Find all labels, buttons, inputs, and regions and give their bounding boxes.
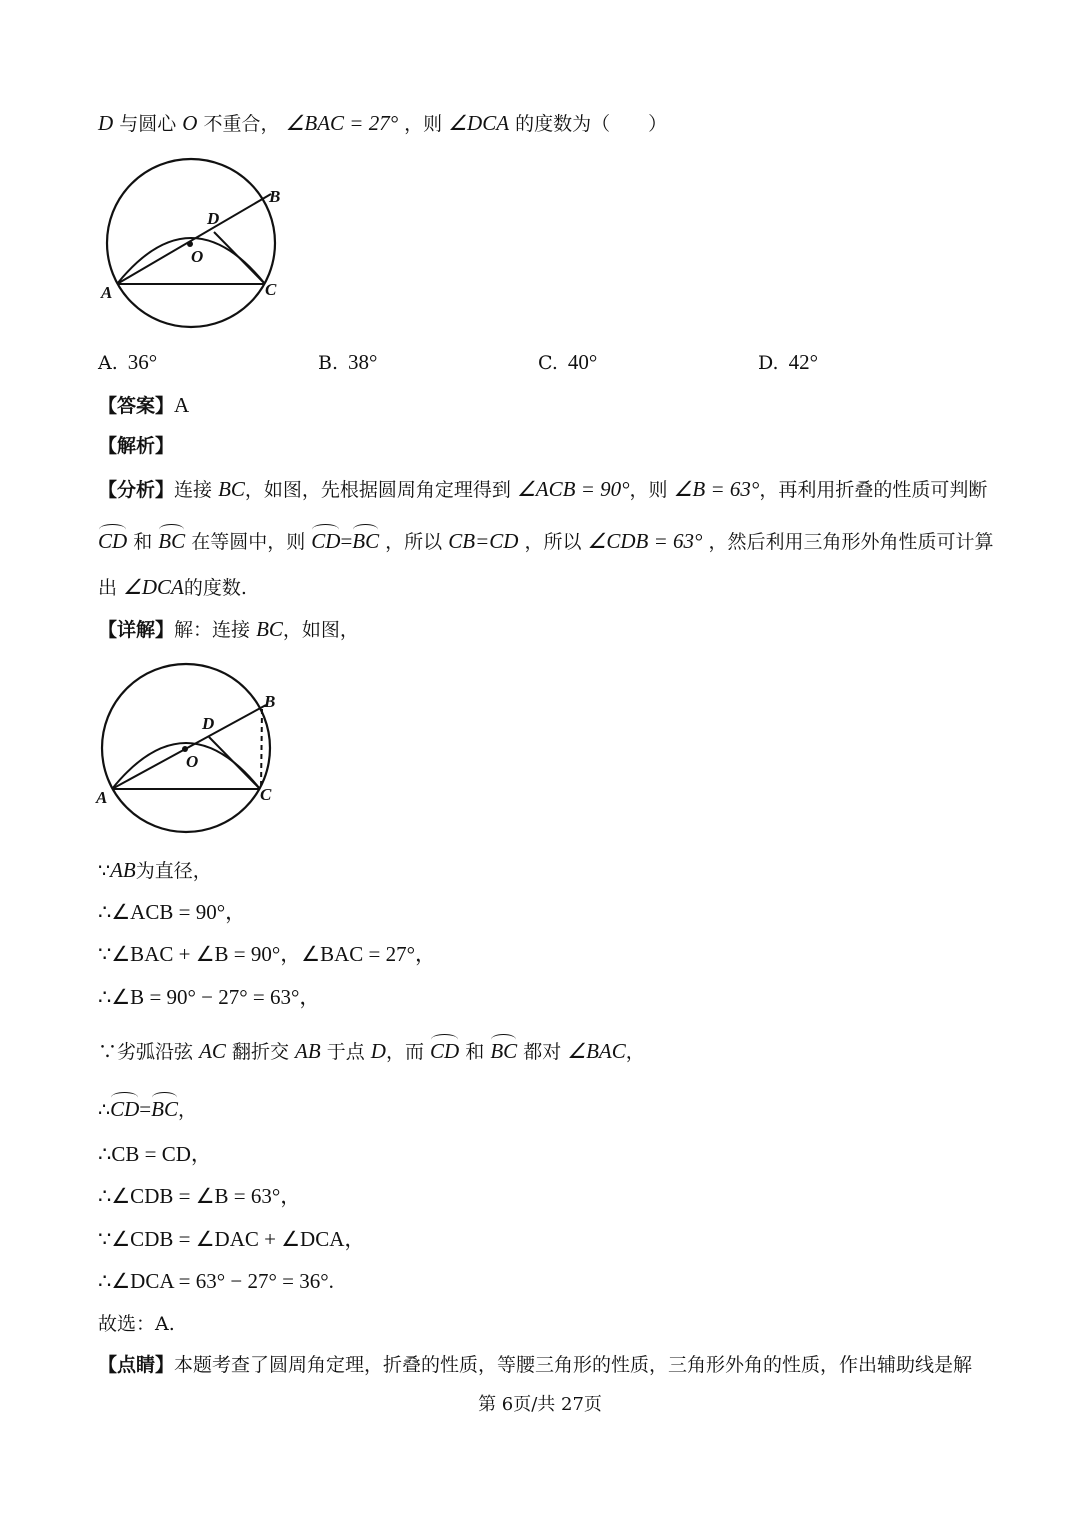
diameter-ab bbox=[117, 194, 271, 284]
question-line: D 与圆心 O 不重合， ∠BAC = 27° ，则 ∠DCA 的度数为（ ） bbox=[98, 111, 668, 135]
step-10: ∴∠DCA = 63° − 27° = 36°. bbox=[98, 1269, 334, 1293]
option-d: D. 42° bbox=[758, 350, 819, 374]
segment-dc-2 bbox=[209, 737, 260, 789]
label-c-2: C bbox=[260, 785, 272, 804]
answer-line: 【答案】A bbox=[98, 393, 190, 417]
xiangjie-line: 【详解】解：连接 BC，如图， bbox=[98, 617, 359, 641]
label-c: C bbox=[265, 280, 277, 299]
step-1: ∵AB为直径， bbox=[98, 858, 212, 882]
option-b: B. 38° bbox=[318, 350, 378, 374]
label-o-2: O bbox=[186, 752, 199, 771]
arc-cd-4: CD bbox=[110, 1092, 139, 1122]
step-2: ∴∠ACB = 90°， bbox=[98, 900, 247, 924]
arc-bc: BC bbox=[158, 524, 185, 554]
arc-bc-3: BC bbox=[490, 1034, 517, 1064]
fenxi-line-1: 【分析】连接 BC，如图，先根据圆周角定理得到 ∠ACB = 90°，则 ∠B = 63°，再利用折叠的性质可判断 bbox=[98, 477, 988, 501]
label-d: D bbox=[207, 209, 220, 228]
label-o: O bbox=[191, 247, 204, 266]
step-7: ∴CB = CD， bbox=[98, 1142, 212, 1166]
step-3: ∵∠BAC + ∠B = 90°，∠BAC = 27°， bbox=[98, 942, 437, 966]
page-footer: 第 6页/共 27页 bbox=[478, 1394, 602, 1415]
label-d-2: D bbox=[202, 714, 215, 733]
step-11: 故选：A. bbox=[98, 1313, 175, 1335]
fenxi-line-2: CD 和 BC 在等圆中，则 CD=BC ，所以 CB=CD ，所以 ∠CDB = 63° ，然后利用三角形外角性质可计算 bbox=[98, 524, 994, 555]
arc-cd-2: CD bbox=[311, 524, 340, 554]
diameter-ab-2 bbox=[112, 705, 266, 789]
option-a: A. 36° bbox=[98, 350, 158, 374]
arc-bc-2: BC bbox=[352, 524, 379, 554]
fenxi-line-3: 出 ∠DCA的度数. bbox=[98, 575, 247, 599]
analysis-title: 【解析】 bbox=[98, 435, 175, 457]
arc-cd: CD bbox=[98, 524, 127, 554]
segment-dc bbox=[214, 232, 265, 284]
q-point-d: D bbox=[98, 111, 114, 135]
option-c: C. 40° bbox=[538, 350, 598, 374]
step-8: ∴∠CDB = ∠B = 63°， bbox=[98, 1184, 302, 1208]
geometry-figure-1 bbox=[95, 152, 315, 332]
arc-cd-3: CD bbox=[430, 1034, 459, 1064]
arc-bc-4: BC bbox=[151, 1092, 178, 1122]
label-b-2: B bbox=[264, 692, 276, 711]
label-a: A bbox=[101, 283, 113, 302]
step-4: ∴∠B = 90° − 27° = 63°， bbox=[98, 985, 321, 1009]
geometry-figure-2 bbox=[90, 657, 310, 837]
dashed-bc bbox=[261, 709, 262, 789]
dianjing-line: 【点睛】本题考查了圆周角定理，折叠的性质，等腰三角形的性质，三角形外角的性质，作出辅助线是解 bbox=[98, 1354, 973, 1376]
label-a-2: A bbox=[96, 788, 108, 807]
step-5: ∵劣弧沿弦 AC 翻折交 AB 于点 D，而 CD 和 BC 都对 ∠BAC， bbox=[98, 1034, 645, 1065]
step-9: ∵∠CDB = ∠DAC + ∠DCA， bbox=[98, 1227, 366, 1251]
label-b: B bbox=[269, 187, 281, 206]
step-6: ∴CD=BC， bbox=[98, 1092, 197, 1123]
